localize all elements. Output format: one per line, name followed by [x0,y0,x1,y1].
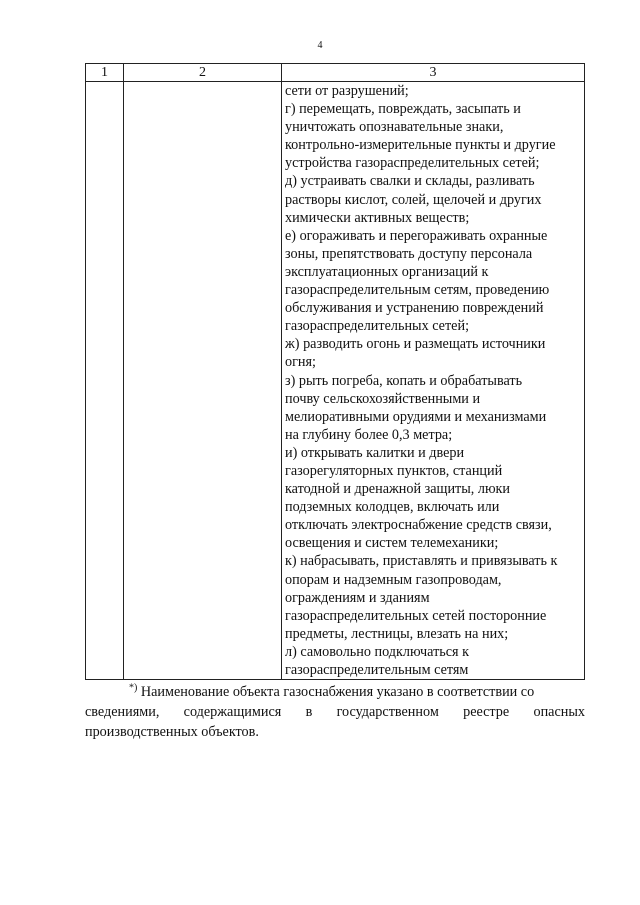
text-line: сети от разрушений; [285,83,409,99]
text-line: огня; [285,354,316,371]
text-line: эксплуатационных организаций к [285,263,489,280]
text-line: газораспределительных сетей посторонние [285,607,547,624]
text-line: устройства газораспределительных сетей; [285,155,540,172]
text-line: предметы, лестницы, влезать на них; [285,625,509,642]
column-header-3: 3 [282,64,585,82]
text-line: зоны, препятствовать доступу персонала [285,245,533,262]
footnote-line-1 [85,682,585,702]
text-line: контрольно-измерительные пункты и другие [285,137,556,154]
text-line: подземных колодцев, включать или [285,499,500,516]
footnote [85,682,585,742]
text-line: газораспределительных сетей; [285,318,470,335]
text-line: газорегуляторных пунктов, станций [285,462,503,479]
column-header-2: 2 [124,64,282,82]
footnote-line-3: производственных объектов. [85,724,259,740]
text-line: е) огораживать и перегораживать охранные [285,227,548,244]
text-line: освещения и систем телемеханики; [285,535,499,552]
text-line: на глубину более 0,3 метра; [285,426,453,443]
text-line: газораспределительным сетям [285,662,469,678]
text-line: химически активных веществ; [285,209,470,226]
text-line: отключать электроснабжение средств связи, [285,517,552,534]
text-line: д) устраивать свалки и склады, разливать [285,173,535,190]
text-line: л) самовольно подключаться к [285,643,470,660]
requirements-table [85,63,585,680]
footnote-text-1: Наименование объекта газоснабжения указано в соответствии со [140,684,535,700]
text-line: з) рыть погреба, копать и обрабатывать [285,372,523,389]
page-number: 4 [317,40,323,51]
text-line: к) набрасывать, приставлять и привязывать к [285,553,558,570]
column-header-1: 1 [86,64,124,82]
table-cell-col1 [86,82,124,680]
text-line: уничтожать опознавательные знаки, [285,119,504,136]
text-line: и) открывать калитки и двери [285,444,465,461]
table-cell-col2 [124,82,282,680]
text-line: почву сельскохозяйственными и [285,390,481,407]
text-line: ограждениям и зданиям [285,589,430,606]
text-line: катодной и дренажной защиты, люки [285,481,511,498]
text-line: ж) разводить огонь и размещать источники [285,336,546,353]
text-line: газораспределительным сетям, проведению [285,282,550,299]
footnote-mark: *) [129,682,138,694]
text-line: обслуживания и устранению повреждений [285,300,544,317]
table-header-row [86,64,585,82]
text-line: опорам и надземным газопроводам, [285,571,502,588]
table-row [86,82,585,680]
text-line: мелиоративными орудиями и механизмами [285,408,547,425]
text-line: г) перемещать, повреждать, засыпать и [285,101,521,118]
table-cell-col3 [282,82,585,680]
footnote-line-2: сведениями, содержащимися в государственном реестре опасных [85,704,585,720]
text-line: растворы кислот, солей, щелочей и других [285,191,542,208]
